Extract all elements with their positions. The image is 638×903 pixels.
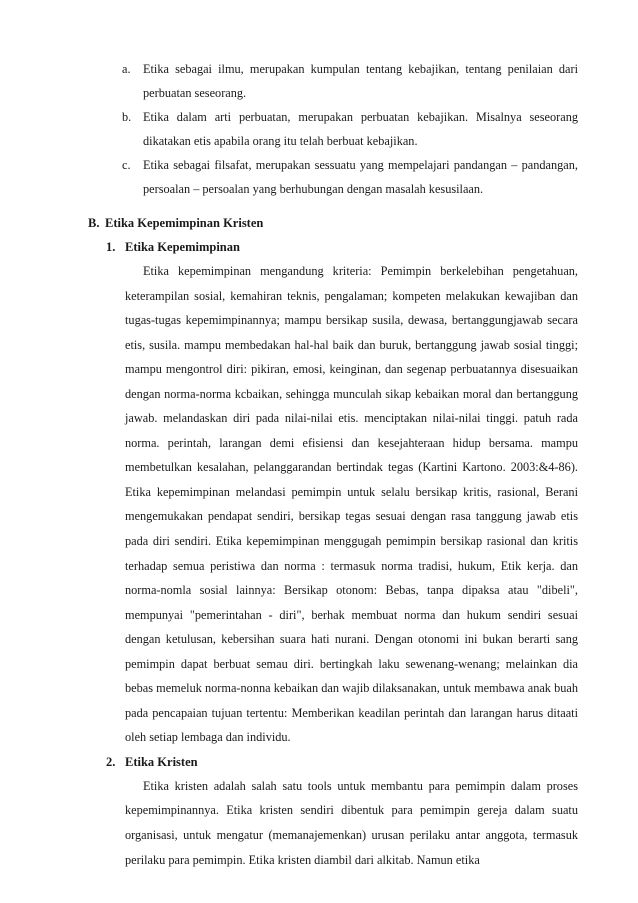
subsection-etika-kristen: [106, 750, 578, 872]
list-marker: a.: [122, 62, 131, 76]
subsection-body: Etika kepemimpinan mengandung kriteria: Pemimpin berkelebihan pengetahuan, keterampilan sosial, kemahiran teknis, pengalaman; kompeten melakukan kewajiban dan tugas-tugas kepemimpinannya; mampu bersikap susila, dewasa, bertanggungjawab secara etis, susila. mampu membedakan hal-hal baik dan buruk, bertanggung jawab sosial tinggi; mampu mengontrol diri: pikiran, emosi, keinginan, dan segenap perbuatannya disesuaikan dengan norma-norma kcbaikan, sehingga munculah sikap kebaikan moral dan bertanggung jawab. melandaskan diri pada nilai-nilai etis. menciptakan nilai-nilai tinggi. patuh rada norma. perintah, larangan demi efisiensi dan kesejahteraan hidup bersama. mampu membetulkan kesalahan, pelanggarandan bertindak tegas (Kartini Kartono. 2003:&4-86). Etika kepemimpinan melandasi pemimpin untuk selalu bersikap kritis, rasional, Berani mengemukakan pendapat sendiri, bersikap tegas sesuai dengan rasa tanggung jawab etis pada diri sendiri. Etika kepemimpinan menggugah pemimpin bersikap rasional dan kritis terhadap semua peristiwa dan norma : termasuk norma tradisi, hukum, Etik kerja. dan norma-nomla sosial lainnya: Bersikap otonom: Bebas, tanpa dipaksa atau "dibeli", mempunyai "pemerintahan - diri", berhak membuat norma dan hukum sendiri sesuai dengan ketulusan, kebersihan suara hati nurani. Dengan otonomi ini bukan berarti sang pemimpin dapat berbuat semau diri. bertingkah laku sewenang-wenang; melainkan dia bebas memeluk norma-nonna kebaikan dan wajib dilaksanakan, untuk membawa anak buah pada pencapaian tujuan tertentu: Memberikan keadilan perintah dan larangan harus ditaati oleh setiap lembaga dan individu.: [125, 264, 578, 745]
subsection-marker: 1.: [106, 240, 116, 254]
section-marker: B.: [88, 216, 100, 230]
list-marker: c.: [122, 158, 131, 172]
list-item: [122, 57, 578, 105]
subsection-title: Etika Kristen: [125, 754, 198, 769]
subsection-title: Etika Kepemimpinan: [125, 240, 240, 254]
list-item-text: Etika sebagai ilmu, merupakan kumpulan tentang kebajikan, tentang penilaian dari perbuatan seseorang.: [143, 62, 578, 100]
subsection-body: Etika kristen adalah salah satu tools untuk membantu para pemimpin dalam proses kepemimpinannya. Etika kristen sendiri dibentuk para pemimpin gereja dalam suatu organisasi, untuk mengatur (memanajemenkan) urusan perilaku antar anggota, termasuk perilaku para pemimpin. Etika kristen diambil dari alkitab. Namun etika: [125, 778, 578, 867]
subsection-marker: 2.: [106, 754, 116, 769]
list-item-text: Etika dalam arti perbuatan, merupakan perbuatan kebajikan. Misalnya seseorang dikatakan etis apabila orang itu telah berbuat kebajikan.: [143, 110, 578, 148]
subsection-heading: [106, 235, 578, 259]
subsection-heading: [106, 750, 578, 774]
list-item: [122, 153, 578, 201]
section-heading: [88, 211, 578, 235]
section-title: Etika Kepemimpinan Kristen: [105, 216, 264, 230]
list-item-text: Etika sebagai filsafat, merupakan sessuatu yang mempelajari pandangan – pandangan, persoalan – persoalan yang berhubungan dengan masalah kesusilaan.: [143, 158, 578, 196]
definition-list: [122, 57, 578, 201]
list-marker: b.: [122, 110, 132, 124]
section-b: [88, 211, 578, 872]
subsection-etika-kepemimpinan: [106, 235, 578, 750]
list-item: [122, 105, 578, 153]
